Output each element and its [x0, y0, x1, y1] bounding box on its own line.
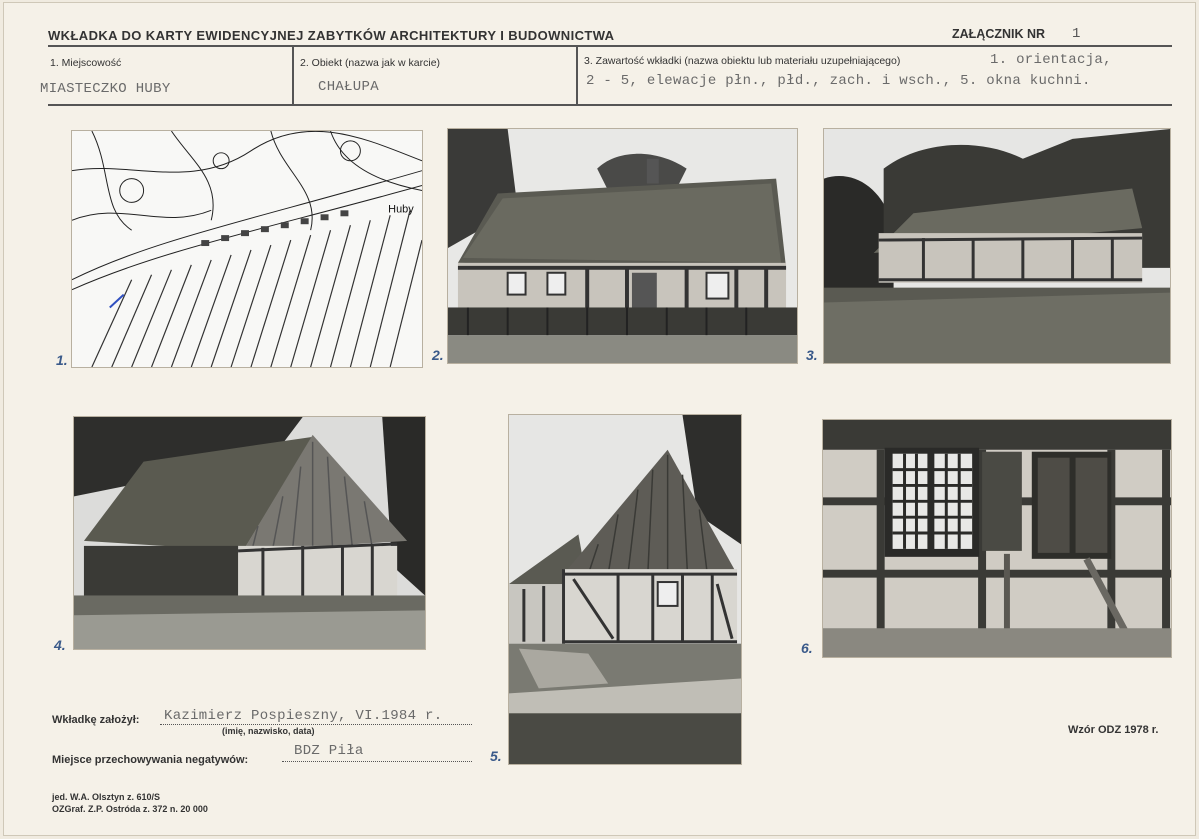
map-place-label: Huby	[388, 203, 414, 216]
photo-4-number: 4.	[54, 637, 66, 653]
annex-number: 1	[1072, 26, 1081, 42]
photo-1-map	[71, 130, 423, 368]
fields-bottom-rule	[48, 104, 1172, 106]
object-value: CHAŁUPA	[318, 79, 379, 95]
field-divider-1	[292, 45, 294, 105]
content-value-line2: 2 - 5, elewacje płn., płd., zach. i wsch., 5. okna kuchni.	[586, 73, 1091, 89]
photo-2-number: 2.	[432, 347, 444, 363]
locality-value: MIASTECZKO HUBY	[40, 81, 171, 97]
photo-4-cottage-gable-corner	[73, 416, 426, 650]
photo-5-number: 5.	[490, 748, 502, 764]
printer-line-1: jed. W.A. Olsztyn z. 610/S	[52, 792, 161, 802]
storage-value: BDZ Piła	[294, 743, 364, 759]
template-note: Wzór ODZ 1978 r.	[1068, 724, 1159, 736]
founded-hint: (imię, nazwisko, data)	[222, 726, 315, 736]
photo-6-number: 6.	[801, 640, 813, 656]
photo-3-cottage-side	[823, 128, 1171, 364]
annex-label: ZAŁĄCZNIK NR	[952, 27, 1046, 41]
storage-dotted-line	[282, 761, 472, 762]
photo-3-number: 3.	[806, 347, 818, 363]
field-divider-2	[576, 45, 578, 105]
storage-label: Miejsce przechowywania negatywów:	[52, 754, 249, 766]
content-value-line1: 1. orientacja,	[990, 52, 1112, 68]
photo-6-kitchen-windows	[822, 419, 1172, 658]
content-label: 3. Zawartość wkładki (nazwa obiektu lub materiału uzupełniającego)	[584, 55, 901, 67]
founded-dotted-line	[160, 724, 472, 725]
founded-value: Kazimierz Pospieszny, VI.1984 r.	[164, 708, 443, 724]
photo-1-number: 1.	[56, 352, 68, 368]
locality-label: 1. Miejscowość	[50, 57, 122, 69]
object-label: 2. Obiekt (nazwa jak w karcie)	[300, 57, 441, 69]
card-title: WKŁADKA DO KARTY EWIDENCYJNEJ ZABYTKÓW ARCHITEKTURY I BUDOWNICTWA	[48, 28, 615, 43]
photo-2-cottage-front	[447, 128, 798, 364]
header-rule	[48, 45, 1172, 47]
photo-5-cottage-gable	[508, 414, 742, 765]
printer-line-2: OZGraf. Z.P. Ostróda z. 372 n. 20 000	[52, 804, 208, 814]
founded-label: Wkładkę założył:	[52, 714, 140, 726]
